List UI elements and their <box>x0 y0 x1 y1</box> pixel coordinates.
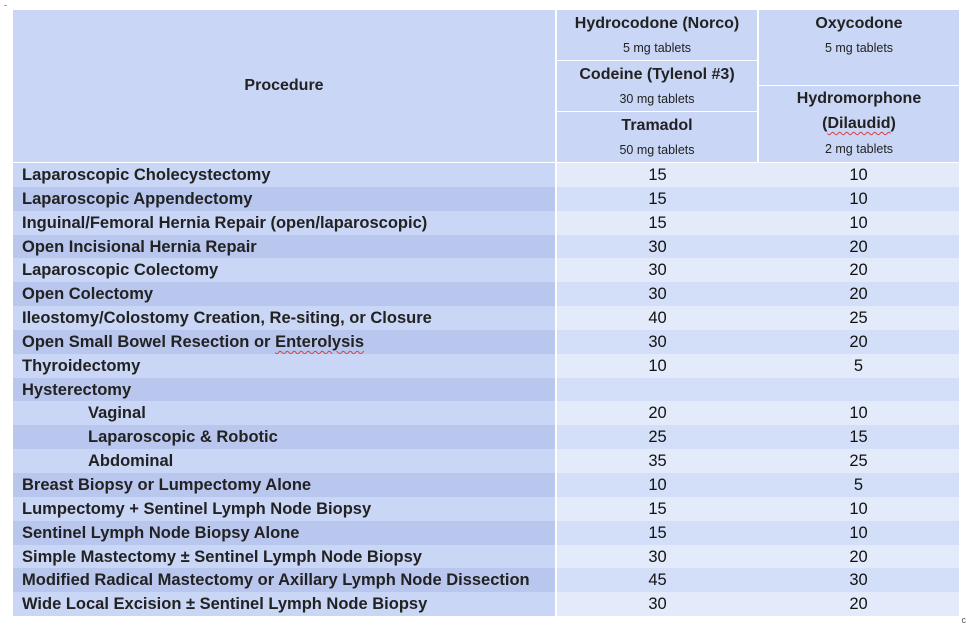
col1-value <box>557 378 758 402</box>
procedure-cell: Inguinal/Femoral Hernia Repair (open/laparoscopic) <box>13 211 557 235</box>
col2-value: 30 <box>758 568 959 592</box>
col2-value: 20 <box>758 258 959 282</box>
procedure-cell: Ileostomy/Colostomy Creation, Re-siting, or Closure <box>13 306 557 330</box>
hydromorphone-dose: 2 mg tablets <box>824 142 894 156</box>
table-body <box>13 163 959 616</box>
tramadol-dose: 50 mg tablets <box>619 143 695 157</box>
table-row <box>13 592 959 616</box>
codeine-dose: 30 mg tablets <box>619 92 695 106</box>
col1-value: 20 <box>557 401 758 425</box>
table-row <box>13 306 959 330</box>
col2-value: 20 <box>758 235 959 259</box>
col2-value: 20 <box>758 592 959 616</box>
col2-value: 20 <box>758 282 959 306</box>
procedure-subcell: Abdominal <box>13 449 557 473</box>
codeine-header <box>557 61 757 111</box>
col1-value: 15 <box>557 163 758 187</box>
col2-value: 5 <box>758 473 959 497</box>
procedure-cell: Laparoscopic Cholecystectomy <box>13 163 557 187</box>
col1-value: 40 <box>557 306 758 330</box>
procedure-text: Open Small Bowel Resection or <box>22 332 276 351</box>
table-row <box>13 211 959 235</box>
col1-value: 10 <box>557 473 758 497</box>
col1-value: 30 <box>557 330 758 354</box>
col2-value: 25 <box>758 306 959 330</box>
table-row <box>13 568 959 592</box>
procedure-cell: Laparoscopic Colectomy <box>13 258 557 282</box>
dilaudid-name: (Dilaudid) <box>822 115 896 132</box>
procedure-cell: Wide Local Excision ± Sentinel Lymph Node Biopsy <box>13 592 557 616</box>
col1-value: 15 <box>557 187 758 211</box>
procedure-cell: Open Colectomy <box>13 282 557 306</box>
col1-value: 25 <box>557 425 758 449</box>
col1-value: 30 <box>557 258 758 282</box>
col1-value: 15 <box>557 497 758 521</box>
tramadol-header <box>557 112 757 162</box>
procedure-subcell: Laparoscopic & Robotic <box>13 425 557 449</box>
hydromorphone-name: Hydromorphone <box>796 90 922 107</box>
spellcheck-flagged-word: Enterolysis <box>275 332 365 351</box>
procedure-header-label: Procedure <box>244 77 324 94</box>
procedure-group-cell: Hysterectomy <box>13 378 557 402</box>
table-row <box>13 187 959 211</box>
codeine-name: Codeine (Tylenol #3) <box>579 66 735 83</box>
col1-value: 45 <box>557 568 758 592</box>
table-row <box>13 497 959 521</box>
col2-value: 20 <box>758 330 959 354</box>
hydrocodone-name: Hydrocodone (Norco) <box>574 15 740 32</box>
table-row <box>13 235 959 259</box>
table-row <box>13 521 959 545</box>
procedure-cell: Sentinel Lymph Node Biopsy Alone <box>13 521 557 545</box>
col2-value <box>758 378 959 402</box>
table-row <box>13 330 959 354</box>
col2-value: 5 <box>758 354 959 378</box>
table-row <box>13 378 959 402</box>
oxycodone-name: Oxycodone <box>815 15 903 32</box>
col2-value: 10 <box>758 211 959 235</box>
col1-value: 30 <box>557 592 758 616</box>
tramadol-name: Tramadol <box>621 117 693 134</box>
procedure-cell: Simple Mastectomy ± Sentinel Lymph Node Biopsy <box>13 545 557 569</box>
procedure-cell: Laparoscopic Appendectomy <box>13 187 557 211</box>
procedure-cell <box>13 330 557 354</box>
col1-value: 15 <box>557 211 758 235</box>
col2-value: 10 <box>758 401 959 425</box>
col1-value: 30 <box>557 282 758 306</box>
col1-value: 30 <box>557 545 758 569</box>
hydrocodone-header <box>557 10 757 60</box>
procedure-cell: Lumpectomy + Sentinel Lymph Node Biopsy <box>13 497 557 521</box>
procedure-subcell: Vaginal <box>13 401 557 425</box>
table-row <box>13 258 959 282</box>
corner-mark: - <box>4 0 7 10</box>
col2-value: 25 <box>758 449 959 473</box>
table-row <box>13 401 959 425</box>
table-row <box>13 449 959 473</box>
table-row <box>13 473 959 497</box>
oxycodone-header <box>759 10 959 85</box>
col2-value: 10 <box>758 187 959 211</box>
procedure-cell: Modified Radical Mastectomy or Axillary Lymph Node Dissection <box>13 568 557 592</box>
oxycodone-dose: 5 mg tablets <box>824 41 894 55</box>
table-row <box>13 163 959 187</box>
col1-value: 30 <box>557 235 758 259</box>
col2-value: 10 <box>758 163 959 187</box>
table-row <box>13 282 959 306</box>
dilaudid-flagged-word: Dilaudid <box>827 115 891 132</box>
col2-value: 20 <box>758 545 959 569</box>
col2-value: 10 <box>758 497 959 521</box>
col2-value: 10 <box>758 521 959 545</box>
col1-value: 10 <box>557 354 758 378</box>
corner-mark: c <box>961 615 966 625</box>
hydrocodone-dose: 5 mg tablets <box>622 41 692 55</box>
col1-value: 15 <box>557 521 758 545</box>
procedure-cell: Thyroidectomy <box>13 354 557 378</box>
col2-value: 15 <box>758 425 959 449</box>
procedure-column-header <box>13 10 555 162</box>
procedure-cell: Open Incisional Hernia Repair <box>13 235 557 259</box>
table-row <box>13 545 959 569</box>
hydromorphone-header <box>759 86 959 162</box>
table-row <box>13 354 959 378</box>
col1-value: 35 <box>557 449 758 473</box>
procedure-cell: Breast Biopsy or Lumpectomy Alone <box>13 473 557 497</box>
table-row <box>13 425 959 449</box>
